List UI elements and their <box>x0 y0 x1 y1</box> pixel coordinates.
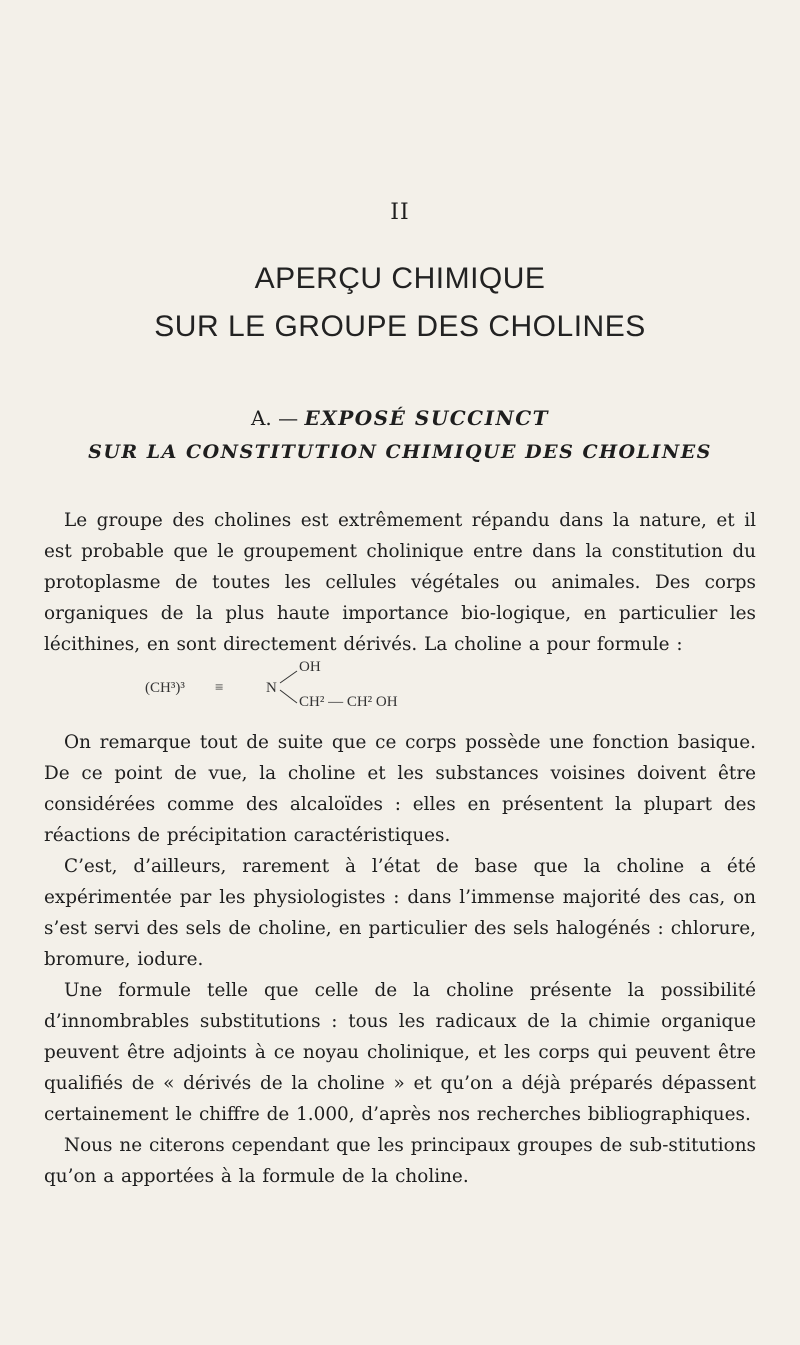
paragraph-salts: C’est, d’ailleurs, rarement à l’état de base que la choline a été expérimentée par les physiologistes : dans l’immense majorité des cas, on s’est servi des sels de choline, en particulier des sels halogénés : chlorure, bromure, iodure. <box>44 856 756 970</box>
formula-nitrogen: N <box>266 680 277 696</box>
chapter-title-line-1: APERÇU CHIMIQUE <box>254 262 546 295</box>
choline-formula <box>135 650 495 720</box>
formula-upper-branch: OH <box>299 659 321 675</box>
section-heading <box>0 406 800 430</box>
paragraph-substitutions: Une formule telle que celle de la choline présente la possibilité d’innombrables substitutions : tous les radicaux de la chimie organique peuvent être adjoints à ce noyau cholinique, et les corps qui peuvent être qualifiés de « dérivés de la choline » et qu’on a déjà préparés dépassent certainement le chiffre de 1.000, d’après nos recherches bibliographiques. <box>44 980 756 1125</box>
formula-left-group: (CH³)³ <box>145 680 185 696</box>
chapter-title-line-2: SUR LE GROUPE DES CHOLINES <box>154 310 646 343</box>
body-text <box>44 727 756 1192</box>
formula-lower-branch: CH² — CH² OH <box>299 694 398 710</box>
intro-paragraph: Le groupe des cholines est extrêmement répandu dans la nature, et il est probable que le groupement cholinique entre dans la constitution du protoplasme de toutes les cellules végétales ou animales. Des corps organiques de la plus haute importance bio-logique, en particulier les lécithines, en sont directement dérivés. La choline a pour formule : <box>44 510 756 655</box>
paragraph-basic-function: On remarque tout de suite que ce corps possède une fonction basique. De ce point de vue, la choline et les substances voisines doivent être considérées comme des alcaloïdes : elles en présentent la plupart des réactions de précipitation caractéristiques. <box>44 732 756 846</box>
chapter-number: II <box>390 200 410 225</box>
section-title-line-2: SUR LA CONSTITUTION CHIMIQUE DES CHOLINES <box>88 441 712 463</box>
formula-triple-bond: ≡ <box>215 680 224 696</box>
section-title-line-1: EXPOSÉ SUCCINCT <box>304 406 550 430</box>
section-label: A. — <box>250 406 299 430</box>
paragraph-conclusion: Nous ne citerons cependant que les principaux groupes de sub-stitutions qu’on a apportées à la formule de la choline. <box>44 1135 756 1187</box>
